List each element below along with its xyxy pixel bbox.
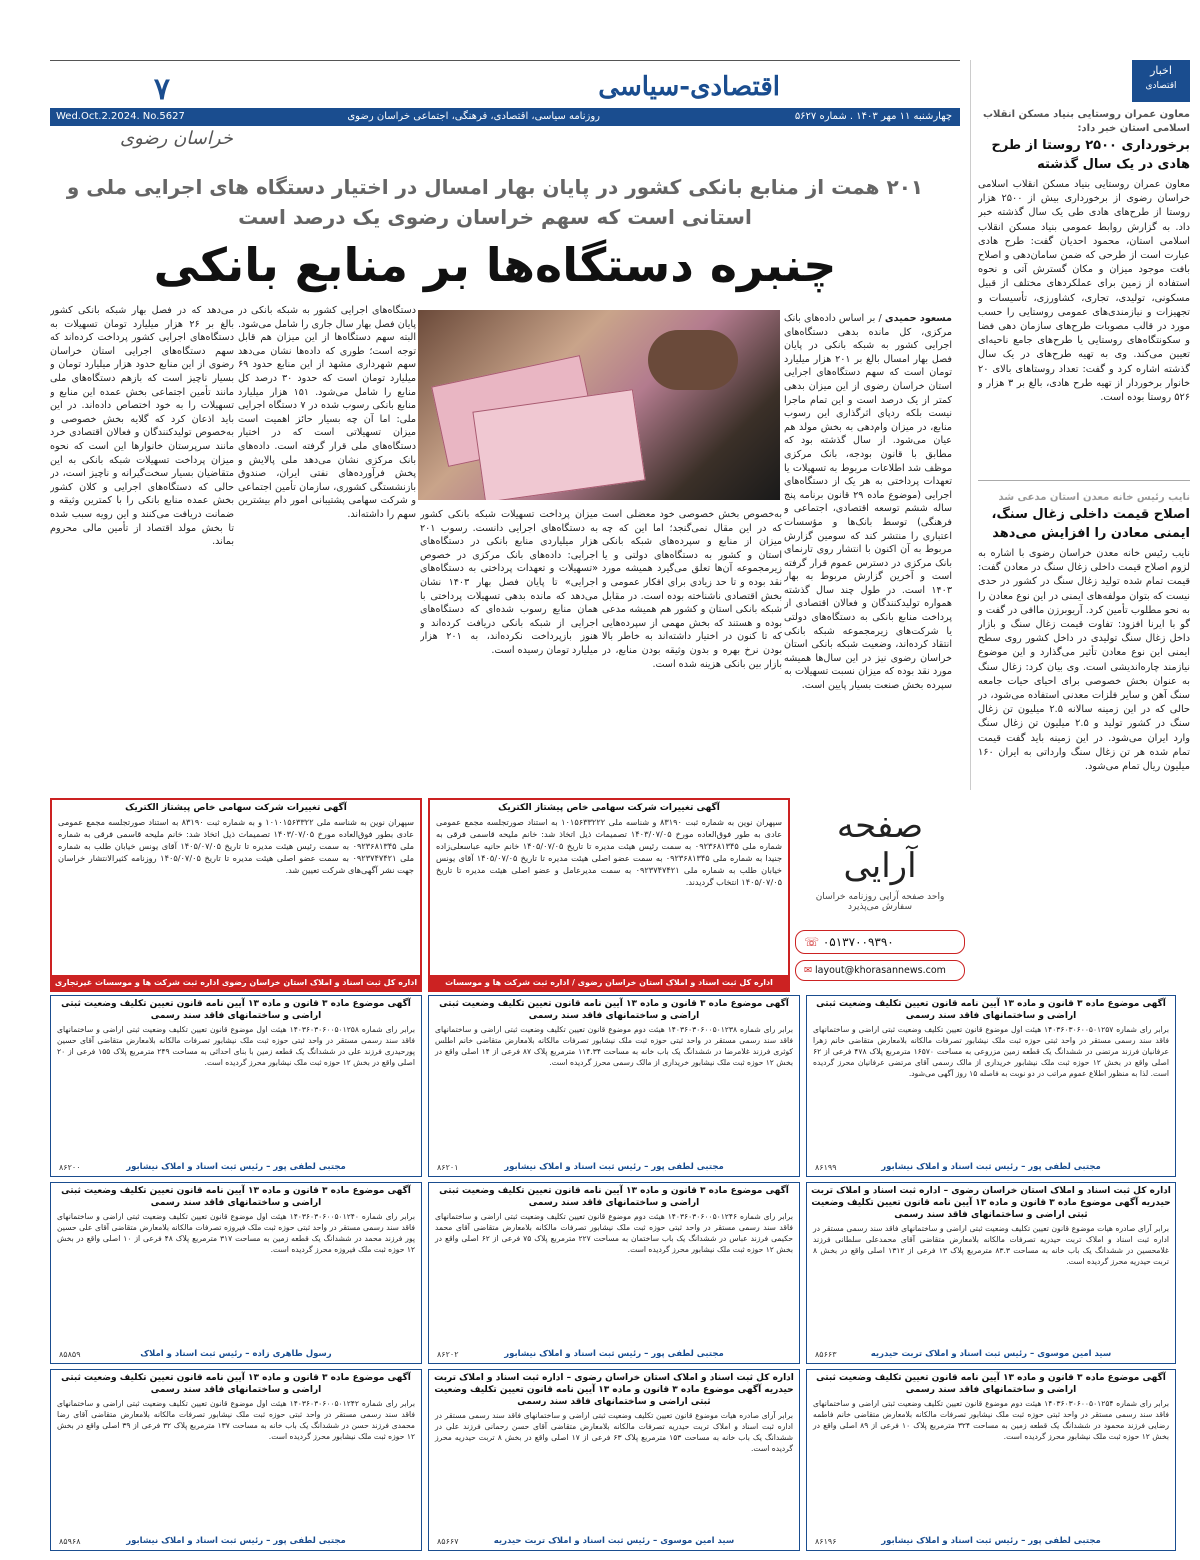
page-number: ۷ (153, 72, 170, 107)
ad-title: آگهی موضوع ماده ۳ قانون و ماده ۱۳ آیین نامه قانون تعیین تکلیف وضعیت ثبتی اراضی و ساختمانهای فاقد سند رسمی (61, 1186, 411, 1208)
ad-signature: مجتبی لطفی پور – رئیس ثبت اسناد و املاک نیشابور (504, 1349, 724, 1359)
sidebar-tag (1132, 60, 1190, 102)
sidebar-tag-label: اخبار (1150, 64, 1172, 77)
company-ad-2 (50, 798, 422, 992)
ad-title: آگهی تغییرات شرکت سهامی خاص پیشتاز الکتریک (498, 803, 720, 813)
sidebar-divider (978, 480, 1190, 481)
article-text-2: به‌خصوص بخش خصوصی خود معضلی است که در این مقال نمی‌گنجد؛ اما این که چه میزان از منابع و سپرده‌های شبکه بانکی استان و کشور به دستگاه‌های دولتی و یا زیرمجموعه آن‌ها تعلق می‌گیرد همیشه مورد نقد بوده و تا حد زیادی برای افکار عمومی و بخش اقتصادی ناشناخته بوده است. در مقابل شبکه بانکی استان و کشور هم همیشه مدعی بوده و هستند که بخش مهمی از سپرده‌هایی که تا کنون در اختیار داشته‌اند به خاطر بالا بودن نرخ بهره و بدون وثیقه بودن منابع، در بازار بین بانکی هزینه شده است. (602, 509, 782, 670)
registry-ad-4 (806, 1182, 1176, 1364)
date-bar (50, 108, 960, 126)
ad-code: ۸۶۲۰۱ (437, 1163, 459, 1172)
ad-body: برابر رای شماره ۱۴۰۳۶۰۳۰۶۰۰۵۰۱۲۵۷ هیئت اول موضوع قانون تعیین تکلیف وضعیت ثبتی اراضی و ساختمانهای فاقد سند رسمی مستقر در واحد ثبتی حوزه ثبت ملک نیشابور تصرفات مالکانه بلامعارض متقاضی خانم زهرا عرفانیان فرزند مرتضی در ششدانگ یک قطعه زمین مزروعی به مساحت ۱۶۵۷۰ مترمربع پلاک ۴۷۸ فرعی از ۶۲ اصلی واقع در بخش ۱۲ حوزه ثبت ملک نیشابور خریداری از مالک رسمی آقای مرتضی عرفانیان محرز گردیده است. لذا به منظور اطلاع عموم مراتب در دو نوبت به فاصله ۱۵ روز آگهی می‌شود. (813, 1025, 1169, 1078)
ad-title: آگهی موضوع ماده ۳ قانون و ماده ۱۳ آیین نامه قانون تعیین تکلیف وضعیت ثبتی اراضی و ساختمانهای فاقد سند رسمی (439, 1186, 789, 1208)
ad-code: ۸۶۱۹۶ (815, 1537, 837, 1546)
ad-title: آگهی تغییرات شرکت سهامی خاص پیشتاز الکتریک (125, 803, 347, 813)
ad-title: آگهی موضوع ماده ۳ قانون و ماده ۱۳ آیین نامه قانون تعیین تکلیف وضعیت ثبتی اراضی و ساختمانهای فاقد سند رسمی (816, 999, 1166, 1021)
ad-signature: مجتبی لطفی پور – رئیس ثبت اسناد و املاک نیشابور (126, 1162, 346, 1172)
news2-title: اصلاح قیمت داخلی زغال سنگ، ایمنی معادن را افزایش می‌دهد (991, 507, 1190, 541)
sidebar-tag-sub: اقتصادی (1145, 81, 1177, 91)
ad-body: برابر رای شماره ۱۴۰۳۶۰۳۰۶۰۰۵۰۱۲۴۶ هیئت دوم موضوع قانون تعیین تکلیف وضعیت ثبتی اراضی و ساختمانهای فاقد سند رسمی مستقر در واحد ثبتی حوزه ثبت ملک نیشابور تصرفات مالکانه بلامعارض متقاضی آقای محمد حکیمی فرزند عباس در ششدانگ یک باب ساختمان به مساحت ۲۲۷ مترمربع پلاک ۷۵ فرعی از ۶۲ اصلی واقع در بخش ۱۲ حوزه ثبت ملک نیشابور محرز گردیده است. (435, 1212, 793, 1254)
ad-body: برابر رای شماره ۱۴۰۳۶۰۳۰۶۰۰۵۰۱۲۴۰ هیئت اول موضوع قانون تعیین تکلیف وضعیت ثبتی اراضی و ساختمانهای فاقد سند رسمی مستقر در واحد ثبتی حوزه ثبت ملک فیروزه تصرفات مالکانه بلامعارض متقاضی آقای علی حسین پور فرزند محمد در ششدانگ یک قطعه زمین به مساحت ۳۱۷ مترمربع پلاک ۴۸ فرعی از ۱۰ اصلی واقع در بخش ۱۲ حوزه ثبت ملک فیروزه محرز گردیده است. (57, 1212, 415, 1254)
ad-signature: سید امین موسوی – رئیس ثبت اسناد و املاک تربت حیدریه (493, 1536, 735, 1546)
ad-title: آگهی موضوع ماده ۳ قانون و ماده ۱۳ آیین نامه قانون تعیین تکلیف وضعیت ثبتی اراضی و ساختمانهای فاقد سند رسمی (439, 999, 789, 1021)
layout-phone-row (795, 930, 965, 954)
ad-code: ۸۶۲۰۰ (59, 1163, 81, 1172)
layout-phone: ۰۵۱۳۷۰۰۹۳۹۰ (822, 935, 894, 949)
ad-signature: سید امین موسوی – رئیس ثبت اسناد و املاک تربت حیدریه (870, 1349, 1112, 1359)
ad-body: برابر آرای صادره هیات موضوع قانون تعیین تکلیف وضعیت ثبتی اراضی و ساختمانهای فاقد سند رسمی مستقر در اداره ثبت اسناد و املاک تربت حیدریه تصرفات مالکانه بلامعارض متقاضی آقای محمدعلی سلطانی فرزند غلامحسین در ششدانگ یک باب خانه به مساحت ۸۳.۳ مترمربع پلاک ۱۳ فرعی از ۱۳۱۲ اصلی واقع در بخش ۸ تربت حیدریه محرز گردیده است. (813, 1224, 1169, 1266)
article-photo (418, 310, 780, 500)
registry-ad-1 (806, 995, 1176, 1177)
ad-signature: مجتبی لطفی پور – رئیس ثبت اسناد و املاک نیشابور (504, 1162, 724, 1172)
phone-icon: ☏ (804, 935, 820, 949)
article-text-1: / بر اساس داده‌های بانک مرکزی، کل مانده بدهی دستگاه‌های اجرایی کشور به شبکه بانکی در پایان فصل بهار امسال بالغ بر ۲۰۱ هزار میلیارد تومان است که سهم دستگاه‌های اجرایی استان خراسان رضوی از این میزان بدهی کمتر از یک درصد است و این تمام ماجرا نیست بلکه ردپای اثرگذاری این رسوب منابع، در میزان وام‌دهی به بخش مولد هم عیان می‌شود. از سال گذشته بود که مطابق با قانون بودجه، بانک مرکزی موظف شد اطلاعات مربوط به تسهیلات یا تعهدات پرداختی به هر یک از دستگاه‌های اجرایی (موضوع ماده ۲۹ قانون برنامه پنج ساله ششم توسعه اقتصادی، اجتماعی و فرهنگی) توسط بانک‌ها و مؤسسات اعتباری را منتشر کند که سومین گزارش مربوط به آن اکنون با انتشار روی تارنمای بانک مرکزی در دسترس عموم قرار گرفته است و آخرین گزارش مربوط به بهار ۱۴۰۳ است. در طول چند سال گذشته همواره تولیدکنندگان و فعالان اقتصادی از پرداخت منابع بانکی به دستگاه‌های دولتی یا شرکت‌های زیرمجموعه شبکه بانکی انتقاد کرده‌اند، وضعیت شبکه بانکی استان خراسان رضوی نیز در این سال‌ها همیشه مورد نقد بوده که میزان نسبت تسهیلات به سپرده بخش صنعت بسیار پایین است. (784, 313, 952, 692)
ad-signature: مجتبی لطفی پور – رئیس ثبت اسناد و املاک نیشابور (126, 1536, 346, 1546)
ad-body: سپهران نوین به شناسه ملی ۱۰۱۰۱۵۶۳۳۲۲ و به شماره ثبت ۸۳۱۹۰ به استناد صورتجلسه مجمع عمومی عادی بطور فوق‌العاده مورخ ۱۴۰۳/۰۷/۰۵ تصمیمات ذیل اتخاذ شد: خانم ملیحه قاسمی فرقی به شماره ملی ۰۹۲۳۶۸۱۳۴۵ به سمت رئیس هیئت مدیره تا تاریخ ۱۴۰۵/۰۷/۰۵ آقای یونس خیابان طلب به شماره ملی ۰۹۲۳۷۴۷۴۲۱ به سمت عضو اصلی هیئت مدیره تا تاریخ ۱۴۰۵/۰۷/۰۵ روزنامه کثیرالانتشار خراسان جهت نشر آگهی‌های شرکت تعیین شد. (58, 817, 415, 875)
column-divider (970, 60, 971, 790)
layout-sub1: واحد صفحه آرایی روزنامه خراسان (815, 892, 945, 902)
ad-body: سپهران نوین به شماره ثبت ۸۳۱۹۰ و شناسه ملی ۱۰۱۵۶۳۳۲۲۲ به استناد صورتجلسه مجمع عمومی عادی به طور فوق‌العاده مورخ ۱۴۰۳/۰۷/۰۵ تصمیمات ذیل اتخاذ شد: خانم ملیحه قاسمی فرقی به شماره ملی ۰۹۲۳۶۸۱۳۴۵ به سمت رئیس هیئت مدیره تا تاریخ ۱۴۰۵/۰۷/۰۵ خانم حانیه عباسعلی‌زاده جنیدا به شماره ملی ۰۹۲۳۶۸۱۳۴۵ به سمت عضو اصلی هیئت مدیره تا تاریخ ۱۴۰۵/۰۷/۰۵ آقای یونس خیابان طلب به شماره ملی ۰۹۲۳۷۴۷۴۲۱ به سمت مدیرعامل و عضو اصلی هیئت مدیره تا تاریخ ۱۴۰۵/۰۷/۰۵ انتخاب گردیدند. (436, 817, 783, 887)
layout-service-box (795, 798, 965, 988)
section-title: اقتصادی-سیاسی (598, 72, 780, 102)
news1-lede: معاون عمران روستایی بنیاد مسکن انقلاب اسلامی استان خبر داد: (983, 109, 1190, 134)
ad-body: برابر رای شماره ۱۴۰۳۶۰۳۰۶۰۰۵۰۱۲۴۲ هیئت اول موضوع قانون تعیین تکلیف وضعیت ثبتی اراضی و ساختمانهای فاقد سند رسمی مستقر در واحد ثبتی حوزه ثبت ملک نیشابور تصرفات مالکانه بلامعارض متقاضی آقای رضا محمدی فرزند حسن در ششدانگ یک باب خانه به مساحت ۱۳۷ مترمربع پلاک ۳۲ فرعی از ۳۹ اصلی واقع در بخش ۱۲ حوزه ثبت ملک نیشابور محرز گردیده است. (57, 1399, 415, 1441)
article-kicker: ۲۰۱ همت از منابع بانکی کشور در پایان بهار امسال در اختیار دستگاه های اجرایی ملی و استانی است که سهم خراسان رضوی یک درصد است (66, 175, 924, 229)
ad-title: آگهی موضوع ماده ۳ قانون و ماده ۱۳ آیین نامه قانون تعیین تکلیف وضعیت ثبتی اراضی و ساختمانهای فاقد سند رسمی (816, 1373, 1166, 1395)
layout-title: صفحه آرایی (836, 806, 924, 886)
ad-title: اداره کل ثبت اسناد و املاک استان خراسان رضوی – اداره ثبت اسناد و املاک تربت حیدریه آگهی موضوع ماده ۳ قانون و ماده ۱۳ آیین نامه قانون تعیین تکلیف وضعیت ثبتی اراضی و ساختمانهای فاقد سند رسمی (434, 1373, 794, 1407)
ad-signature: رسول طاهری زاده – رئیس ثبت اسناد و املاک (140, 1349, 332, 1359)
ad-code: ۸۵۶۶۷ (437, 1537, 459, 1546)
ad-footer: اداره کل ثبت اسناد و املاک استان خراسان رضوی / اداره ثبت شرکت ها و موسسات (430, 975, 788, 990)
ad-code: ۸۶۱۹۹ (815, 1163, 837, 1172)
ad-title: آگهی موضوع ماده ۳ قانون و ماده ۱۳ آیین نامه قانون تعیین تکلیف وضعیت ثبتی اراضی و ساختمانهای فاقد سند رسمی (61, 999, 411, 1021)
email-icon: ✉ (804, 965, 812, 976)
article-column-5 (50, 304, 234, 782)
news2-lede: نایب رئیس خانه معدن استان مدعی شد (998, 492, 1190, 503)
ad-signature: مجتبی لطفی پور – رئیس ثبت اسناد و املاک نیشابور (881, 1162, 1101, 1172)
article-column-2 (602, 508, 782, 782)
layout-sub2: سفارش می‌پذیرد (847, 902, 913, 912)
article-headline: چنبره دستگاه‌ها بر منابع بانکی (153, 238, 837, 292)
ad-body: برابر رای شماره ۱۴۰۳۶۰۳۰۶۰۰۵۰۱۲۵۴ هیئت دوم موضوع قانون تعیین تکلیف وضعیت ثبتی اراضی و ساختمانهای فاقد سند رسمی مستقر در واحد ثبتی حوزه ثبت ملک نیشابور تصرفات مالکانه بلامعارض متقاضی خانم فاطمه رضایی فرزند محمود در ششدانگ یک قطعه زمین به مساحت ۳۲۴ مترمربع پلاک ۱۰ فرعی از ۸۹ اصلی واقع در بخش ۱۲ حوزه ثبت ملک نیشابور محرز گردیده است. (813, 1399, 1169, 1441)
ad-code: ۸۵۸۵۹ (59, 1350, 81, 1359)
news2-text: نایب رئیس خانه معدن خراسان رضوی با اشاره به لزوم اصلاح قیمت داخلی زغال سنگ در معادن گفت: قیمت تمام شده تولید زغال سنگ در کشور در حدی نیست که بتوان مولفه‌های ایمنی در این نوع معادن را به نحو مطلوب تأمین کرد. آریوبرزن ماافی در گفت و گو با ایرنا افزود: تفاوت قیمت زغال سنگ و بازار داخل زغال سنگ تولیدی در داخل کشور روی سطح ایمنی این نوع معادن تأثیر می‌گذارد و این موضوع نیازمند چاره‌اندیشی است. وی بیان کرد: زغال سنگ به عنوان بخش خصوصی برای احیای حیات جامعه سنگ آهن و سایر فلزات معدنی استفاده می‌شود، در حالی که در این زمینه سالانه ۲.۵ میلیون تن زغال سنگ در کشور تولید و ۲.۵ میلیون تن زغال سنگ وارد ایران می‌شود. در این زمینه باید گفت قیمت تمام شده هر تن زغال سنگ وارداتی به ایران ۱۶۰ میلیون ریال تمام می‌شود. (978, 548, 1190, 773)
ad-body: برابر رای شماره ۱۴۰۳۶۰۳۰۶۰۰۵۰۱۲۳۸ هیئت دوم موضوع قانون تعیین تکلیف وضعیت ثبتی اراضی و ساختمانهای فاقد سند رسمی مستقر در واحد ثبتی حوزه ثبت ملک نیشابور تصرفات مالکانه بلامعارض متقاضی خانم اطلس کوثری فرزند غلامرضا در ششدانگ یک باب خانه به مساحت ۱۱۴.۳۴ مترمربع پلاک ۸۷ فرعی از ۱۴ اصلی واقع در بخش ۱۲ حوزه ثبت ملک نیشابور خریداری از مالک رسمی محرز گردیده است. (435, 1025, 794, 1067)
ad-body: برابر آرای صادره هیات موضوع قانون تعیین تکلیف وضعیت ثبتی اراضی و ساختمانهای فاقد سند رسمی مستقر در اداره ثبت اسناد و املاک تربت حیدریه تصرفات مالکانه بلامعارض متقاضی آقای حسن رحمانی فرزند علی در ششدانگ یک باب خانه به مساحت ۱۵۳ مترمربع پلاک ۶۳ فرعی از ۱۷ اصلی واقع در بخش ۸ تربت حیدریه محرز گردیده است. (435, 1411, 794, 1453)
registry-ad-9 (50, 1369, 422, 1551)
registry-ad-5 (428, 1182, 800, 1364)
header-rule (50, 60, 960, 61)
registry-ad-6 (50, 1182, 422, 1364)
layout-email: layout@khorasannews.com (815, 965, 946, 976)
registry-ad-2 (428, 995, 800, 1177)
news-sidebar (978, 60, 1190, 780)
article-text-4: دستگاه‌های اجرایی کشور به شبکه بانکی در پایان فصل بهار سال جاری را شامل می‌شود. البته سهم دستگاه‌ها از این میزان هم قابل توجه است؛ طوری که داده‌ها نشان می‌دهد سهم شهرداری مشهد از این منابع حدود ۶۹ میلیارد تومان است که حدود ۳۰ درصد کل منابع را شامل می‌شود. ۱۵۱ هزار میلیارد منابع بانکی رسوب شده در ۷ دستگاه اجرایی ملی: اما آن چه بسیار حائز اهمیت است میزان تسهیلاتی است که در اختیار دستگاه‌های ملی قرار گرفته است. داده‌های بانک مرکزی نشان می‌دهد ملی پالایش و پخش فرآورده‌های نفتی ایران، صندوق بازنشستگی کشوری، سازمان تأمین اجتماعی و شرکت سهامی پشتیبانی امور دام بیشترین سهم را داشته‌اند. (238, 305, 416, 520)
registry-ad-7 (806, 1369, 1176, 1551)
date-en: Wed.Oct.2.2024. No.5627 (56, 111, 185, 122)
article-column-1 (784, 312, 952, 782)
ad-code: ۸۶۲۰۲ (437, 1350, 459, 1359)
article-text-5: می‌دهد که در فصل بهار شبکه بانکی کشور بالغ بر ۲۶ هزار میلیارد تومان تسهیلات به دستگاه‌های اجرایی کشور پرداخت کرده‌اند که سهم دستگاه‌های اجرایی استان خراسان رضوی از این منابع حدود هزار میلیارد تومان و بسیار ناچیز است که بازهم دستگاه‌های ملی مانند تأمین اجتماعی بخش عمده این منابع و تسهیلات را به خود اختصاص داده‌اند. در این باید اذعان کرد که گلایه بخش خصوصی و به‌خصوص تولیدکنندگان و فعالان اقتصادی خرد مانند سرپرستان خانوارها این است که نحوه میزان پرداخت تسهیلات شبکه بانکی به این متقاضیان بسیار سخت‌گیرانه و ناچیز است، در حالی که دستگاه‌های اجرایی و کلان کشور بخش عمده منابع بانکی را با کمترین وثیقه و ضمانت دریافت می‌کنند و این رویه سبب شده تا بخش مولد اقتصاد از تأمین مالی محروم بماند. (50, 305, 234, 548)
registry-ad-3 (50, 995, 422, 1177)
ad-code: ۸۵۶۶۳ (815, 1350, 837, 1359)
company-ad-1 (428, 798, 790, 992)
newspaper-desc: روزنامه سیاسی، اقتصادی، فرهنگی، اجتماعی خراسان رضوی (347, 111, 600, 122)
ad-body: برابر رای شماره ۱۴۰۳۶۰۳۰۶۰۰۵۰۱۲۵۸ هیئت اول موضوع قانون تعیین تکلیف وضعیت ثبتی اراضی و ساختمانهای فاقد سند رسمی مستقر در واحد ثبتی حوزه ثبت ملک نیشابور تصرفات مالکانه بلامعارض متقاضی آقای حسین پورحیدری فرزند علی در ششدانگ یک قطعه زمین با بنای احداثی به مساحت ۲۴۹ مترمربع پلاک ۱۵۵ فرعی از ۲۰ اصلی واقع در بخش ۱۲ حوزه ثبت ملک نیشابور محرز گردیده است. (57, 1025, 415, 1067)
ad-code: ۸۵۹۶۸ (59, 1537, 81, 1546)
ad-signature: مجتبی لطفی پور – رئیس ثبت اسناد و املاک نیشابور (881, 1536, 1101, 1546)
article-text-3: میزان پرداخت تسهیلات شبکه بانکی کشور به دستگاه‌های اجرایی دانست. رسوب ۲۰۱ هزار میلیاردی منابع بانکی در دستگاه‌های اجرایی: داده‌های بانک مرکزی در خصوص «تسهیلات و تعهدات پرداختی به دستگاه‌های اجرایی» تا پایان فصل بهار ۱۴۰۳ نشان می‌دهد که مانده بدهی تسهیلات پرداختی با همان منابع رسوب شده‌ای که دستگاه‌های اجرایی از شبکه بانکی دریافت کرده‌اند و هنوز بازپرداخت نکرده‌اند، به ۲۰۱ هزار میلیارد تومان رسیده است. (420, 509, 598, 656)
article-column-3 (420, 508, 598, 782)
ad-title: آگهی موضوع ماده ۳ قانون و ماده ۱۳ آیین نامه قانون تعیین تکلیف وضعیت ثبتی اراضی و ساختمانهای فاقد سند رسمی (61, 1373, 411, 1395)
ad-footer: اداره کل ثبت اسناد و املاک استان خراسان رضوی اداره ثبت شرکت ها و موسسات غیرتجاری (52, 975, 420, 990)
news1-title: برخورداری ۲۵۰۰ روستا از طرح هادی در یک سال گذشته (991, 138, 1190, 172)
layout-email-row (795, 960, 965, 981)
article-author: مسعود حمیدی (884, 313, 952, 324)
ad-title: اداره کل ثبت اسناد و املاک استان خراسان رضوی – اداره ثبت اسناد و املاک تربت حیدریه آگهی موضوع ماده ۳ قانون و ماده ۱۳ آیین نامه قانون تعیین تکلیف وضعیت ثبتی اراضی و ساختمانهای فاقد سند رسمی (811, 1186, 1171, 1220)
newspaper-logo: خراسان رضوی (120, 128, 233, 149)
registry-ad-8 (428, 1369, 800, 1551)
article-column-4 (238, 304, 416, 782)
date-fa: چهارشنبه ۱۱ مهر ۱۴۰۳ . شماره ۵۶۲۷ (794, 111, 952, 122)
news1-text: معاون عمران روستایی بنیاد مسکن انقلاب اسلامی خراسان رضوی از برخورداری بیش از ۲۵۰۰ هزار روستا از طرح‌های هادی طی یک سال گذشته خبر داد. به گزارش روابط عمومی بنیاد مسکن انقلاب اسلامی استان، محمود احدیان گفت: طرح هادی عبارت است از طرحی که ضمن سامان‌دهی و اصلاح بافت موجود میزان و مکان گسترش آتی و نحوه استفاده از زمین برای عملکردهای مختلف از قبیل مسکونی، تولیدی، تجاری، کشاورزی، تأسیسات و تجهیزات و نیازمندی‌های عمومی روستایی را حسب مورد در قالب مصوبات طرح‌های سازمان دهی فضا و سکونتگاه‌های روستایی یا طرح‌های جامع ناحیه‌ای تعیین می‌کند. وی به تهیه طرح‌های در یک سال گذشته اشاره کرد و گفت: تعداد روستاهای بالای ۲۰ خانوار برخوردار از تهیه طرح هادی، بالغ بر ۳ هزار و ۵۲۶ روستا بوده است. (978, 179, 1190, 404)
